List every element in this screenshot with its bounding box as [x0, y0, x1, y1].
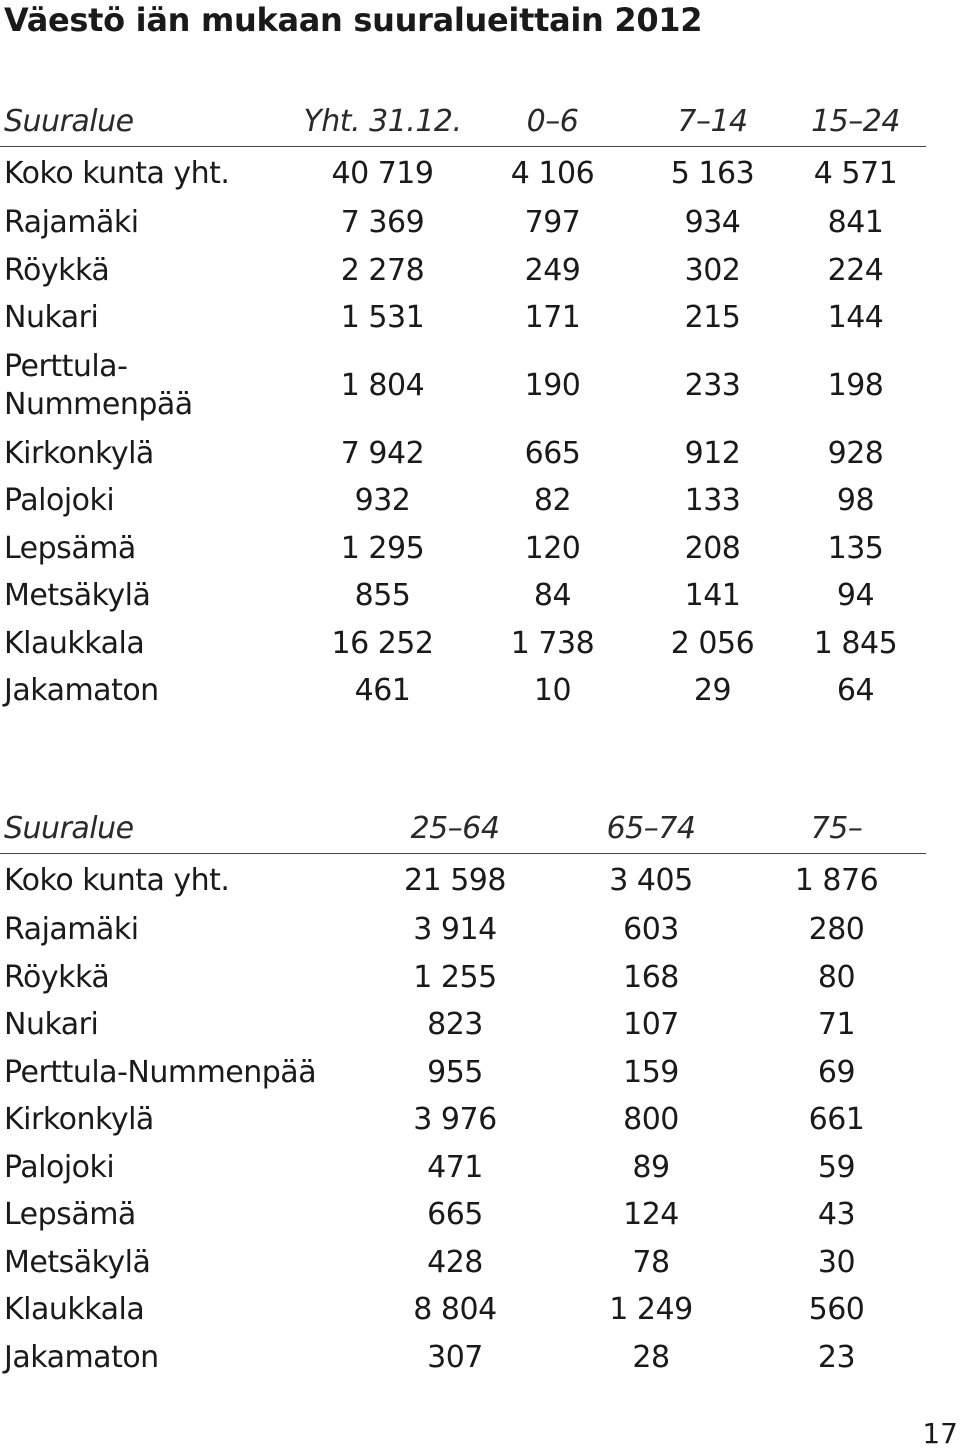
- column-header-age-7-14: 7–14: [640, 96, 785, 147]
- value-cell: 171: [524, 300, 581, 336]
- area-name: Jakamaton: [4, 1339, 159, 1375]
- value-cell: 98: [836, 483, 875, 519]
- page-title: Väestö iän mukaan suuralueittain 2012: [4, 1, 703, 39]
- value-cell: 89: [632, 1149, 670, 1185]
- value-cell: 198: [827, 368, 884, 403]
- value-cell: 4 571: [813, 155, 898, 191]
- value-cell: 560: [808, 1292, 865, 1328]
- value-cell: 59: [817, 1149, 856, 1185]
- value-cell: 78: [632, 1244, 670, 1280]
- page-number: 17: [922, 1417, 958, 1450]
- value-cell: 823: [427, 1007, 483, 1043]
- value-cell: 1 804: [340, 368, 425, 403]
- area-name: Klaukkala: [4, 1292, 145, 1328]
- value-cell: 94: [836, 578, 875, 614]
- value-cell: 912: [684, 435, 741, 471]
- column-header-age-75-plus: 75–: [747, 803, 926, 854]
- value-cell: 224: [827, 252, 884, 288]
- column-header-age-65-74: 65–74: [555, 803, 747, 854]
- area-name: Klaukkala: [4, 625, 145, 661]
- value-cell: 461: [354, 673, 411, 709]
- table-row: [0, 430, 926, 478]
- area-name: Lepsämä: [4, 1197, 136, 1233]
- value-cell: 82: [533, 483, 572, 519]
- value-cell: 71: [817, 1007, 856, 1043]
- table-row: [0, 525, 926, 573]
- value-cell: 133: [684, 483, 741, 519]
- area-name-line-2: Nummenpää: [4, 386, 193, 422]
- value-cell: 665: [427, 1197, 483, 1233]
- value-cell: 135: [827, 530, 884, 566]
- value-cell: 1 255: [413, 959, 497, 995]
- value-cell: 84: [533, 578, 572, 614]
- value-cell: 107: [623, 1007, 679, 1043]
- table-row: [0, 954, 926, 1002]
- value-cell: 661: [808, 1102, 865, 1138]
- value-cell: 2 278: [340, 252, 425, 288]
- column-header-area: Suuralue: [0, 803, 355, 854]
- area-name: Koko kunta yht.: [4, 862, 230, 898]
- table-row: [0, 147, 926, 200]
- value-cell: 471: [427, 1149, 483, 1185]
- table-row: [0, 1144, 926, 1192]
- table-row: [0, 1049, 926, 1097]
- value-cell: 603: [623, 912, 679, 948]
- value-cell: 124: [623, 1197, 679, 1233]
- column-header-age-0-6: 0–6: [465, 96, 640, 147]
- table-row: [0, 199, 926, 247]
- value-cell: 233: [684, 368, 741, 403]
- value-cell: 120: [524, 530, 581, 566]
- area-name: Perttula-Nummenpää: [4, 1054, 317, 1090]
- table-row: [0, 294, 926, 342]
- value-cell: 249: [524, 252, 581, 288]
- area-name: Nukari: [4, 1007, 99, 1043]
- value-cell: 4 106: [510, 155, 595, 191]
- value-cell: 1 249: [609, 1292, 693, 1328]
- value-cell: 2 056: [670, 625, 755, 661]
- population-table-age-0-24: [0, 96, 926, 715]
- value-cell: 932: [354, 483, 411, 519]
- value-cell: 8 804: [413, 1292, 497, 1328]
- value-cell: 208: [684, 530, 741, 566]
- area-name: Palojoki: [4, 483, 115, 519]
- area-name: Kirkonkylä: [4, 1102, 154, 1138]
- value-cell: 928: [827, 435, 884, 471]
- value-cell: 190: [524, 368, 581, 403]
- table-row: [0, 342, 926, 430]
- area-name: Röykkä: [4, 959, 110, 995]
- area-name-line-1: Perttula-: [4, 348, 128, 384]
- value-cell: 800: [623, 1102, 679, 1138]
- area-name: Metsäkylä: [4, 1244, 151, 1280]
- value-cell: 302: [684, 252, 741, 288]
- value-cell: 10: [533, 673, 572, 709]
- value-cell: 3 914: [413, 912, 497, 948]
- value-cell: 1 295: [340, 530, 425, 566]
- table-row: [0, 620, 926, 668]
- value-cell: 855: [354, 578, 411, 614]
- area-name: Metsäkylä: [4, 578, 151, 614]
- table-row: [0, 1001, 926, 1049]
- population-table-age-25-plus: [0, 803, 926, 1381]
- value-cell: 5 163: [670, 155, 755, 191]
- value-cell: 23: [817, 1339, 856, 1375]
- value-cell: 280: [808, 912, 865, 948]
- value-cell: 7 942: [340, 435, 425, 471]
- value-cell: 1 738: [510, 625, 595, 661]
- value-cell: 428: [427, 1244, 483, 1280]
- column-header-area: Suuralue: [0, 96, 300, 147]
- value-cell: 29: [693, 673, 732, 709]
- table-row: [0, 572, 926, 620]
- value-cell: 80: [817, 959, 856, 995]
- column-header-age-25-64: 25–64: [355, 803, 555, 854]
- column-header-age-15-24: 15–24: [785, 96, 926, 147]
- value-cell: 159: [623, 1054, 679, 1090]
- area-name: [0, 342, 300, 430]
- value-cell: 841: [827, 205, 884, 241]
- area-name: Palojoki: [4, 1149, 115, 1185]
- value-cell: 1 876: [794, 862, 879, 898]
- area-name: Jakamaton: [4, 673, 159, 709]
- value-cell: 1 531: [340, 300, 425, 336]
- value-cell: 7 369: [340, 205, 425, 241]
- value-cell: 955: [427, 1054, 483, 1090]
- table-header-row: [0, 96, 926, 147]
- area-name: Rajamäki: [4, 205, 139, 241]
- value-cell: 69: [817, 1054, 856, 1090]
- value-cell: 934: [684, 205, 741, 241]
- area-name: Röykkä: [4, 252, 110, 288]
- table-header-row: [0, 803, 926, 854]
- table-row: [0, 1239, 926, 1287]
- value-cell: 43: [817, 1197, 856, 1233]
- table-row: [0, 1286, 926, 1334]
- value-cell: 215: [684, 300, 741, 336]
- table-row: [0, 667, 926, 715]
- value-cell: 665: [524, 435, 581, 471]
- value-cell: 28: [632, 1339, 670, 1375]
- table-row: [0, 1191, 926, 1239]
- value-cell: 64: [836, 673, 875, 709]
- area-name: Koko kunta yht.: [4, 155, 230, 191]
- value-cell: 3 405: [609, 862, 693, 898]
- value-cell: 141: [684, 578, 741, 614]
- area-name: Rajamäki: [4, 912, 139, 948]
- area-name: Nukari: [4, 300, 99, 336]
- table-row: [0, 1096, 926, 1144]
- table-row: [0, 247, 926, 295]
- table-row: [0, 477, 926, 525]
- area-name: Lepsämä: [4, 530, 136, 566]
- value-cell: 21 598: [404, 862, 506, 898]
- value-cell: 168: [623, 959, 679, 995]
- value-cell: 3 976: [413, 1102, 497, 1138]
- value-cell: 1 845: [813, 625, 898, 661]
- value-cell: 16 252: [331, 625, 434, 661]
- value-cell: 30: [817, 1244, 856, 1280]
- table-row: [0, 1334, 926, 1382]
- value-cell: 144: [827, 300, 884, 336]
- column-header-total: Yht. 31.12.: [300, 96, 465, 147]
- table-row: [0, 906, 926, 954]
- value-cell: 797: [524, 205, 581, 241]
- table-row: [0, 854, 926, 907]
- value-cell: 307: [427, 1339, 483, 1375]
- value-cell: 40 719: [331, 155, 434, 191]
- area-name: Kirkonkylä: [4, 435, 154, 471]
